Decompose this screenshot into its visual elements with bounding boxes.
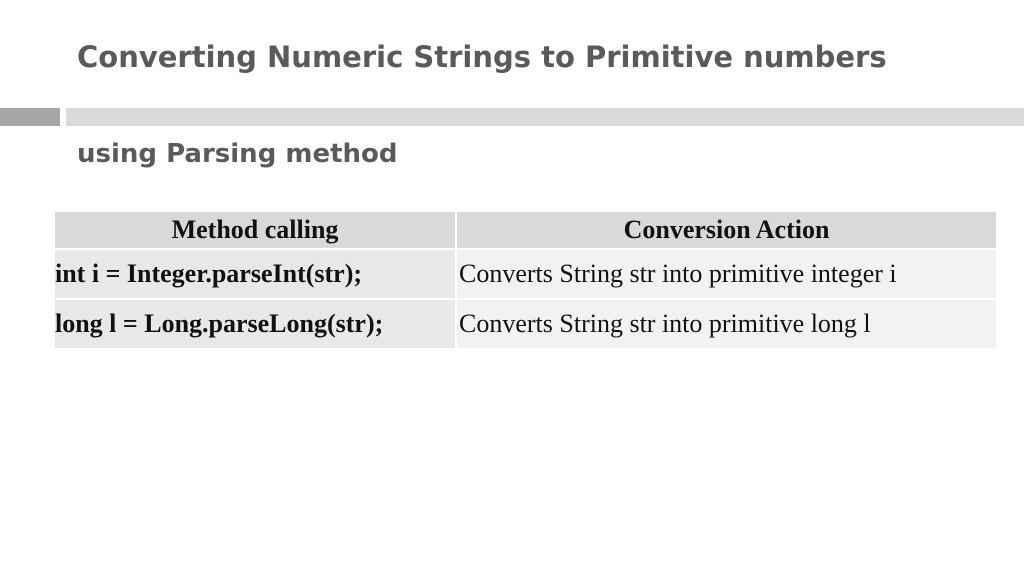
action-cell: Converts String str into primitive long l: [457, 300, 996, 348]
action-cell: Converts String str into primitive integer i: [457, 250, 996, 300]
slide-subtitle: using Parsing method: [77, 139, 398, 169]
accent-bar-dark: [0, 108, 60, 126]
table-header-row: [55, 212, 996, 250]
slide-title: Converting Numeric Strings to Primitive numbers: [77, 40, 887, 74]
table-row: [55, 250, 996, 300]
table-row: [55, 300, 996, 348]
parsing-methods-table: [55, 212, 996, 348]
accent-bar-light: [66, 108, 1024, 126]
method-cell: int i = Integer.parseInt(str);: [55, 250, 457, 300]
method-cell: long l = Long.parseLong(str);: [55, 300, 457, 348]
header-conversion-action: Conversion Action: [457, 212, 996, 250]
header-method-calling: Method calling: [55, 212, 457, 250]
